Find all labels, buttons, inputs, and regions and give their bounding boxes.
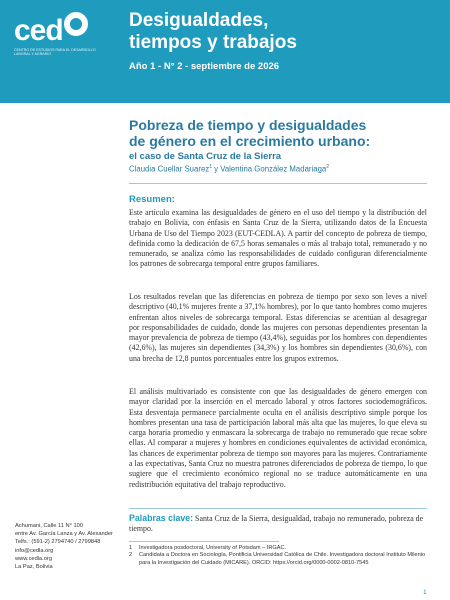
contact-city: La Paz, Bolivia: [15, 564, 53, 571]
keywords: [129, 513, 429, 535]
abstract-paragraph-1: Este artículo examina las desigualdades de género en el uso del tiempo y la distribución del trabajo en Bolivia, con énfasis en Santa Cruz de la Sierra, utilizando datos de la Encuesta Urbana de Uso del Tiempo 2023 (EUT-CEDLA). A partir del concepto de pobreza de tiempo, definida como la dedicación de 67,5 horas semanales o más al trabajo total, remunerado y no remunerado, se analiza cómo las responsabilidades de cuidado configuran diferencialmente los patrones de sobrecarga temporal entre grupos familiares.: [129, 208, 427, 269]
contact-email[interactable]: info@cedla.org: [15, 547, 54, 554]
article-title-line2: de género en el crecimiento urbano:: [129, 133, 371, 149]
logo-ring-mark: [64, 12, 88, 36]
journal-title-line1: Desigualdades,: [129, 10, 269, 31]
author-join: y: [211, 164, 221, 174]
footnotes: [129, 545, 429, 567]
abstract-paragraph-2: Los resultados revelan que las diferencias en pobreza de tiempo por sexo son leves a nivel descriptivo (40,1% mujeres frente a 37,1% hombres), por lo que tanto hombres como mujeres enfrentan altos niveles de sobrecarga temporal. Estas diferencias se acentúan al desagregar por responsabilidades de cuidado, donde las mujeres con personas dependientes presentan la mayor prevalencia de pobreza de tiempo (43,4%), seguidas por los hombres con dependientes (42,6%), las mujeres sin dependientes (34,3%) y los hombres sin dependientes (30,6%), con una brecha de 12,8 puntos porcentuales entre los grupos extremos.: [129, 292, 427, 363]
cedla-logo: [14, 12, 104, 68]
divider-top: [129, 183, 427, 184]
article-title: [129, 117, 429, 149]
footnote-text: Candidata a Doctora en Sociología, Pontificia Universidad Católica de Chile. Investigadora doctoral Instituto Milenio para la Investigación del Cuidado (MICARE). ORCID: https://orcid.org/0000-0002-0810-7545: [139, 552, 426, 566]
keywords-label: Palabras clave:: [129, 513, 194, 523]
contact-address-line1: Achumani, Calle 11 N° 100: [15, 523, 83, 529]
footnote-number: 1: [129, 545, 133, 551]
journal-header: [0, 0, 450, 103]
journal-title: [129, 10, 429, 54]
footnote-1: [129, 545, 429, 552]
article-authors: [129, 164, 329, 174]
footnote-rule: [129, 541, 279, 542]
footnote-text: Investigadora posdoctoral, University of Potsdam – IRGAC.: [139, 545, 287, 551]
author-1: Claudia Cuellar Suarez: [129, 164, 210, 174]
issue-info: Año 1 - N° 2 - septiembre de 2026: [129, 61, 280, 72]
abstract-heading: Resumen:: [129, 194, 175, 205]
author-2-footnote-ref: 2: [326, 164, 330, 170]
logo-wordmark: ced: [14, 14, 63, 47]
contact-info: [15, 522, 125, 571]
contact-address-line2: entre Av. García Lanza y Av. Alexander: [15, 531, 113, 538]
footnote-number: 2: [129, 552, 133, 559]
footnote-2: [129, 552, 429, 567]
author-2: Valentina González Madariaga: [220, 164, 327, 174]
contact-website[interactable]: www.cedla.org: [15, 555, 52, 562]
page-number: 1: [423, 589, 427, 596]
journal-title-line2: tiempos y trabajos: [129, 32, 297, 53]
abstract-paragraph-3: El análisis multivariado es consistente con que las desigualdades de género emergen con mayor claridad por la inserción en el mercado laboral y otros factores sociodemográficos. Esta desventaja permanece parcialmente oculta en el análisis descriptivo simple porque los hombres presentan una tasa de participación laboral más alta que las mujeres, lo que eleva su carga horaria promedio y enmascara la sobrecarga de trabajo no remunerado que recae sobre ellas. Al comparar a mujeres y hombres en condiciones equivalentes de actividad económica, las chances de experimentar pobreza de tiempo son mayores para las mujeres. Contrariamente a las expectativas, Santa Cruz no muestra patrones diferenciados de pobreza de tiempo, lo que sugiere que el crecimiento económico regional no se traduce automáticamente en una redistribución equitativa del trabajo reproductivo.: [129, 387, 427, 489]
article-subtitle: el caso de Santa Cruz de la Sierra: [129, 151, 282, 162]
keywords-text: Santa Cruz de la Sierra, desigualdad, trabajo no remunerado, pobreza de tiempo.: [129, 514, 424, 534]
divider-keywords: [129, 508, 427, 509]
author-1-footnote-ref: 1: [209, 164, 212, 170]
contact-phone: Telfs.: (591-2) 2794740 / 2799848: [15, 539, 101, 546]
article-title-line1: Pobreza de tiempo y desigualdades: [129, 117, 367, 133]
logo-tagline: CENTRO DE ESTUDIOS PARA EL DESARROLLO LABORAL Y AGRARIO: [14, 48, 96, 57]
